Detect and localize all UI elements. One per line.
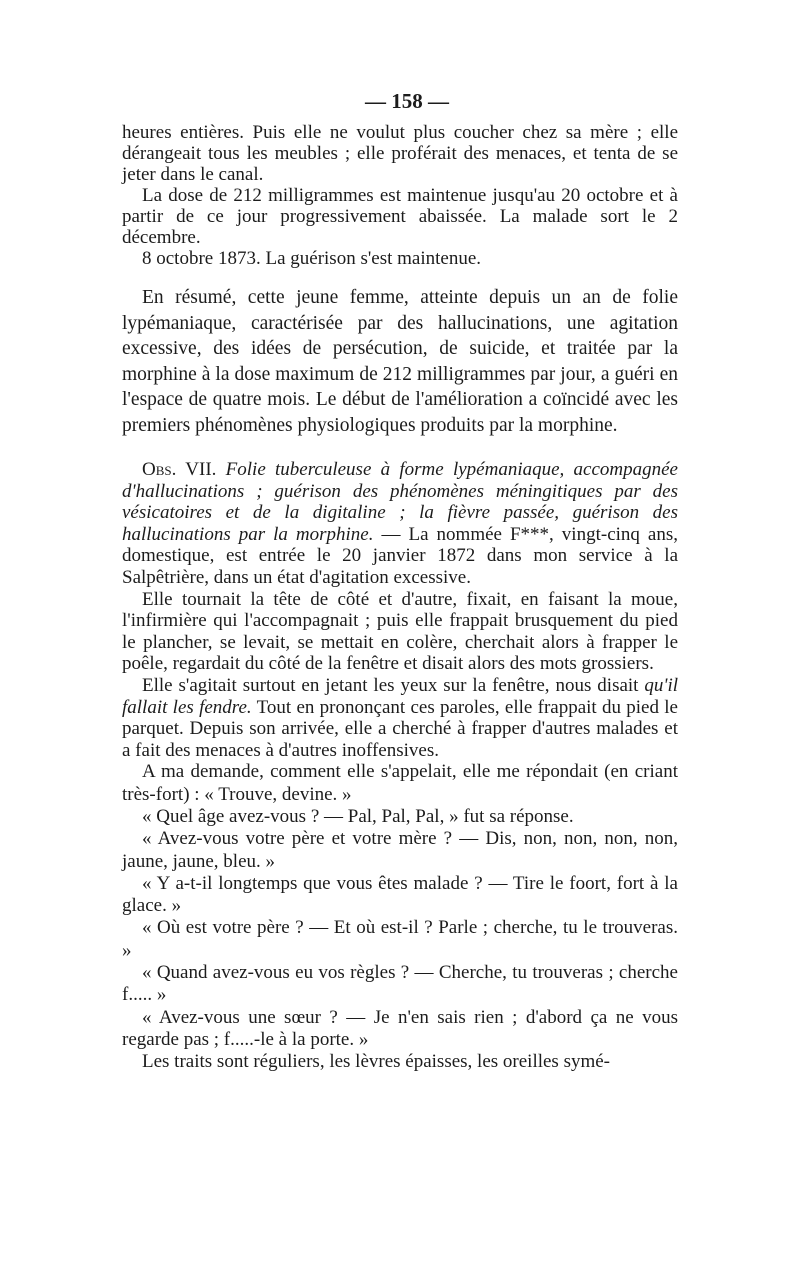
dialog-line: « Avez-vous votre père et votre mère ? — Dis, non, non, non, non, jaune, jaune, bleu. » bbox=[122, 828, 678, 872]
dialog-line: « Quand avez-vous eu vos règles ? — Cherche, tu trouveras ; cherche f..... » bbox=[122, 961, 678, 1006]
paragraph: La dose de 212 milligrammes est maintenue jusqu'au 20 octobre et à partir de ce jour progressivement abaissée. La malade sort le 2 décembre. bbox=[122, 185, 678, 248]
case-conclusion bbox=[122, 122, 678, 269]
observation-heading bbox=[122, 459, 678, 589]
quoted-speech: qu'il fallait les fendre. bbox=[122, 674, 678, 718]
text-run: Tout en prononçant ces paroles, elle frappait du pied le parquet. Depuis son arrivée, elle a cherché à frapper d'autres malades et a fait des menaces à d'autres inoffensives. bbox=[122, 696, 678, 761]
dialog-line: A ma demande, comment elle s'appelait, elle me répondait (en criant très-fort) : « Trouve, devine. » bbox=[122, 761, 678, 805]
book-page bbox=[122, 88, 678, 1073]
observation-intro: — La nommée F***, vingt-cinq ans, domestique, est entrée le 20 janvier 1872 dans mon service à la Salpêtrière, dans un état d'agitation excessive. bbox=[122, 523, 678, 588]
paragraph: 8 octobre 1873. La guérison s'est maintenue. bbox=[142, 248, 482, 269]
observation-label: Obs. VII. bbox=[142, 459, 217, 480]
observation-title: Folie tuberculeuse à forme lypémaniaque, accompagnée d'hallucinations ; guérison des phénomènes méningitiques par des vésicatoires et de la digitaline ; la fièvre passée, guérison des hallucinations par la morphine. bbox=[122, 459, 678, 545]
dialog-line: « Quel âge avez-vous ? — Pal, Pal, Pal, » fut sa réponse. bbox=[142, 805, 574, 827]
paragraph: Elle tournait la tête de côté et d'autre, fixait, en faisant la moue, l'infirmière qui l'accompagnait ; puis elle frappait brusquement du pied le plancher, se levait, se mettait en colère, cherchait alors à frapper le poêle, regardait du côté de la fenêtre et disait alors des mots grossiers. bbox=[122, 588, 678, 675]
summary-section bbox=[122, 285, 678, 438]
summary-paragraph: En résumé, cette jeune femme, atteinte depuis un an de folie lypémaniaque, caractérisée par des hallucinations, une agitation excessive, des idées de persécution, de suicide, et traitée par la morphine à la dose maximum de 212 milligrammes par jour, a guéri en l'espace de quatre mois. Le début de l'amélioration a coïncidé avec les premiers phénomènes physiologiques produits par la morphine. bbox=[122, 287, 678, 436]
page-number: — 158 — bbox=[365, 89, 449, 113]
observation-section bbox=[122, 459, 678, 1073]
paragraph bbox=[122, 675, 678, 761]
dialog-line: « Y a-t-il longtemps que vous êtes malade ? — Tire le foort, fort à la glace. » bbox=[122, 872, 678, 917]
dialog-line: Les traits sont réguliers, les lèvres épaisses, les oreilles symé- bbox=[142, 1051, 611, 1073]
dialog-line: « Avez-vous une sœur ? — Je n'en sais rien ; d'abord ça ne vous regarde pas ; f.....-le à la porte. » bbox=[122, 1006, 678, 1050]
paragraph: heures entières. Puis elle ne voulut plus coucher chez sa mère ; elle dérangeait tous les meubles ; elle proférait des menaces, et tenta de se jeter dans le canal. bbox=[122, 122, 678, 185]
dialog-line: « Où est votre père ? — Et où est-il ? Parle ; cherche, tu le trouveras. » bbox=[122, 917, 678, 961]
text-run: Elle s'agitait surtout en jetant les yeux sur la fenêtre, nous disait bbox=[142, 674, 645, 696]
